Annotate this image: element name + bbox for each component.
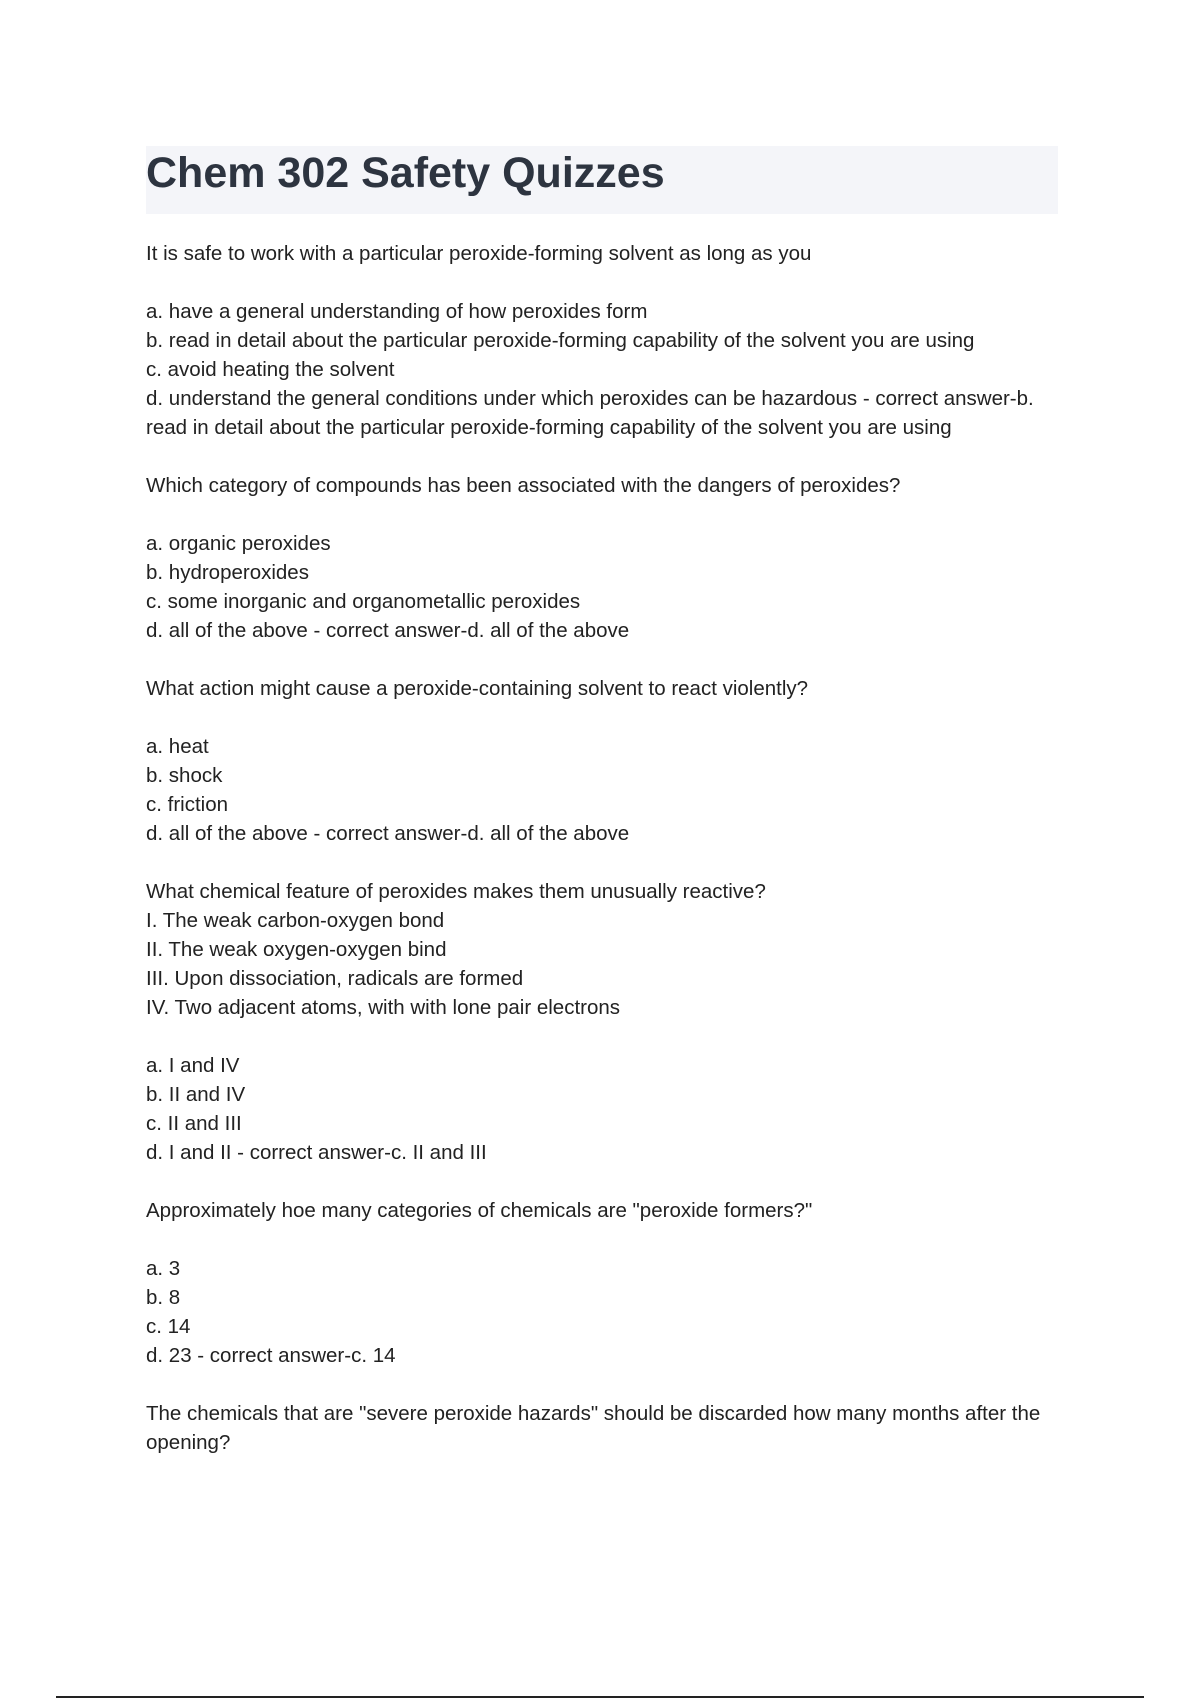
question-4-statement-1: I. The weak carbon-oxygen bond: [146, 909, 445, 932]
question-5-option-b: b. 8: [146, 1286, 181, 1309]
question-2-option-d: d. all of the above - correct answer-d. all of the above: [146, 619, 630, 642]
question-1-option-c: c. avoid heating the solvent: [146, 358, 395, 381]
question-1-prompt: It is safe to work with a particular peroxide-forming solvent as long as you: [146, 242, 812, 265]
question-4-option-d: d. I and II - correct answer-c. II and III: [146, 1141, 487, 1164]
question-4-option-b: b. II and IV: [146, 1083, 246, 1106]
document-title: Chem 302 Safety Quizzes: [146, 149, 665, 197]
question-3-option-b: b. shock: [146, 764, 223, 787]
document-body: [146, 239, 1066, 1457]
question-5-option-d: d. 23 - correct answer-c. 14: [146, 1344, 396, 1367]
question-4-option-c: c. II and III: [146, 1112, 242, 1135]
question-3-option-c: c. friction: [146, 793, 229, 816]
question-3-option-d: d. all of the above - correct answer-d. all of the above: [146, 822, 630, 845]
question-4-statement-3: III. Upon dissociation, radicals are formed: [146, 967, 524, 990]
question-1-option-a: a. have a general understanding of how peroxides form: [146, 300, 648, 323]
footer-rule: [56, 1696, 1144, 1698]
question-2-option-c: c. some inorganic and organometallic peroxides: [146, 590, 581, 613]
question-3-option-a: a. heat: [146, 735, 209, 758]
question-5-option-a: a. 3: [146, 1257, 181, 1280]
question-4-option-a: a. I and IV: [146, 1054, 240, 1077]
question-4-prompt: What chemical feature of peroxides makes them unusually reactive?: [146, 880, 766, 903]
question-4-statement-4: IV. Two adjacent atoms, with with lone pair electrons: [146, 996, 621, 1019]
question-4-statement-2: II. The weak oxygen-oxygen bind: [146, 938, 447, 961]
question-5-prompt: Approximately hoe many categories of chemicals are "peroxide formers?": [146, 1199, 813, 1222]
question-6-prompt: The chemicals that are "severe peroxide hazards" should be discarded how many months after the opening?: [146, 1402, 1041, 1454]
question-1-option-d: d. understand the general conditions under which peroxides can be hazardous - correct answer-b. read in detail about the particular peroxide-forming capability of the solvent you are using: [146, 387, 1034, 439]
question-1-option-b: b. read in detail about the particular peroxide-forming capability of the solvent you are using: [146, 329, 975, 352]
question-5-option-c: c. 14: [146, 1315, 191, 1338]
question-2-option-a: a. organic peroxides: [146, 532, 331, 555]
question-3-prompt: What action might cause a peroxide-containing solvent to react violently?: [146, 677, 809, 700]
question-2-option-b: b. hydroperoxides: [146, 561, 309, 584]
question-2-prompt: Which category of compounds has been associated with the dangers of peroxides?: [146, 474, 901, 497]
